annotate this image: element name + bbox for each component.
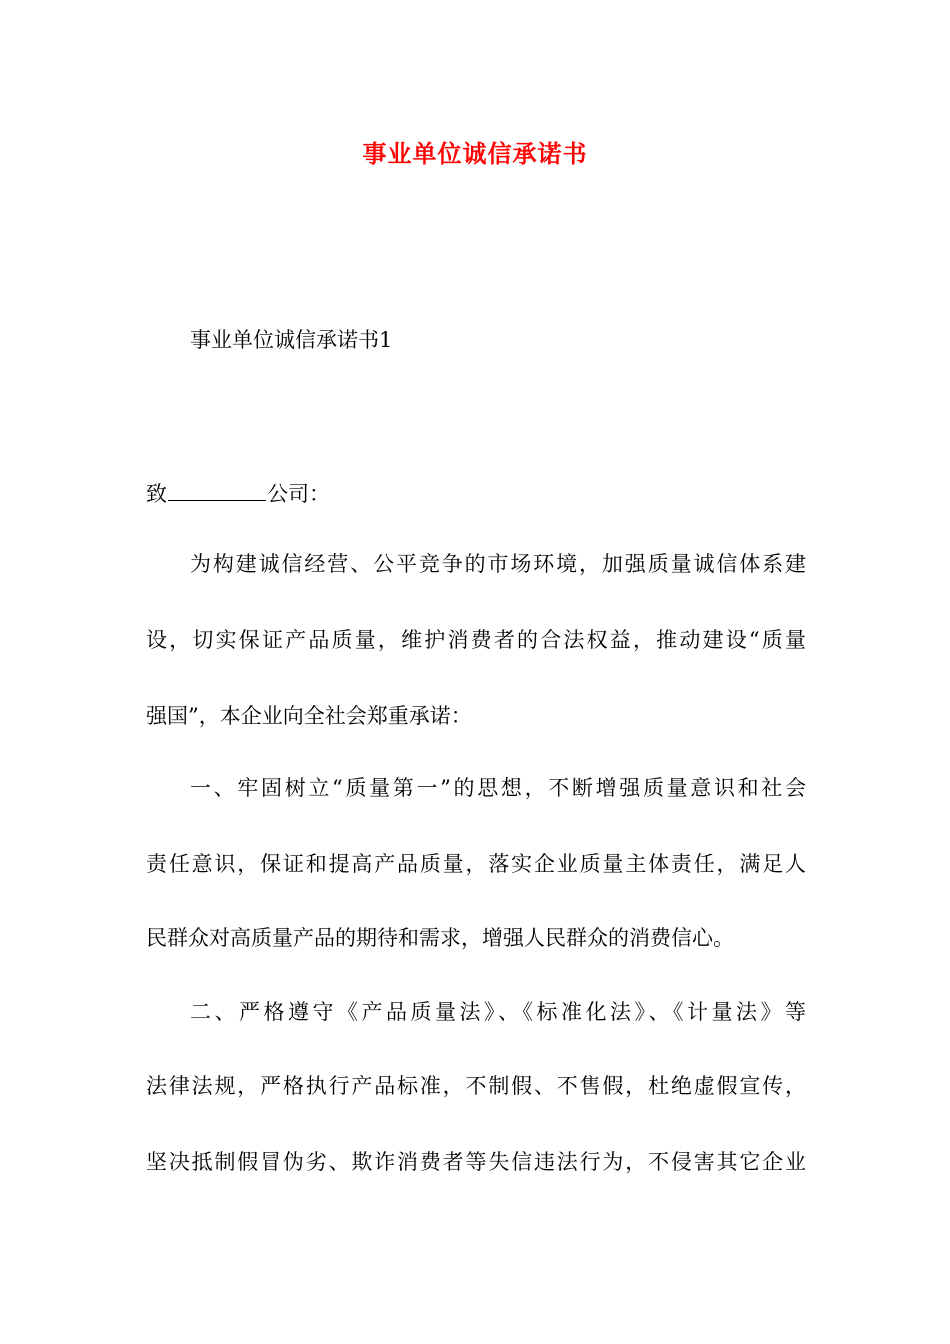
paragraph-line: 责任意识，保证和提高产品质量，落实企业质量主体责任，满足人 xyxy=(146,852,806,876)
paragraph-line: 民群众对高质量产品的期待和需求，增强人民群众的消费信心。 xyxy=(146,926,734,950)
paragraph-line: 坚决抵制假冒伪劣、欺诈消费者等失信违法行为，不侵害其它企业 xyxy=(146,1150,806,1174)
paragraph-line: 二、严格遵守《产品质量法》、《标准化法》、《计量法》等 xyxy=(190,1000,806,1024)
paragraph-line: 强国”，本企业向全社会郑重承诺： xyxy=(146,704,472,728)
paragraph-line: 为构建诚信经营、公平竞争的市场环境，加强质量诚信体系建 xyxy=(190,552,806,576)
salutation-prefix: 致 xyxy=(146,482,167,506)
salutation-suffix: 公司： xyxy=(267,482,330,506)
paragraph-line: 一、牢固树立“质量第一”的思想，不断增强质量意识和社会 xyxy=(190,776,806,800)
document-subtitle: 事业单位诚信承诺书1 xyxy=(190,328,393,352)
salutation xyxy=(146,482,806,505)
paragraph-line: 法律法规，严格执行产品标准，不制假、不售假，杜绝虚假宣传， xyxy=(146,1074,806,1098)
company-name-blank xyxy=(168,482,266,501)
paragraph-line: 设，切实保证产品质量，维护消费者的合法权益，推动建设“质量 xyxy=(146,628,806,652)
document-title: 事业单位诚信承诺书 xyxy=(362,139,588,168)
